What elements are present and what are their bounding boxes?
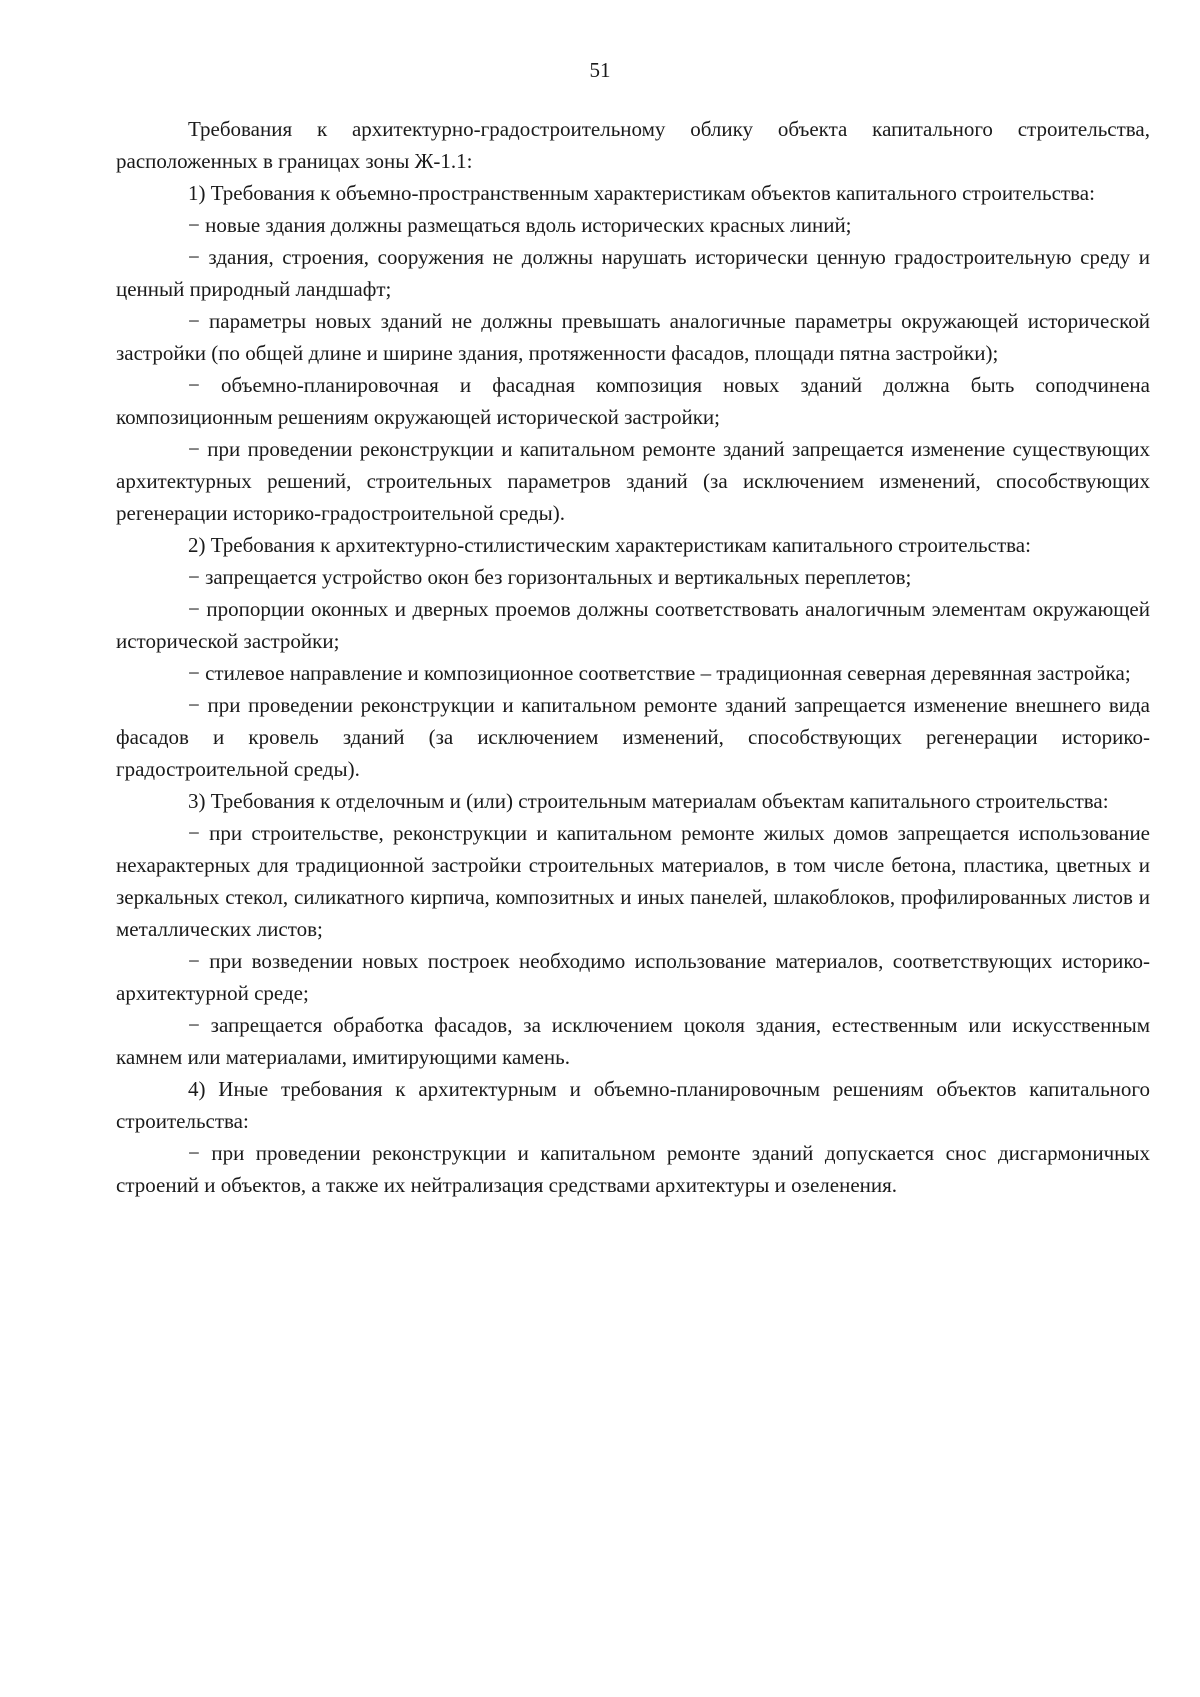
- list-item: − запрещается устройство окон без горизонтальных и вертикальных переплетов;: [188, 565, 912, 589]
- section-heading-3: 3) Требования к отделочным и (или) строительным материалам объектам капитального строительства:: [188, 789, 1109, 813]
- list-item: − параметры новых зданий не должны превышать аналогичные параметры окружающей исторической застройки (по общей длине и ширине здания, протяженности фасадов, площади пятна застройки);: [116, 309, 1150, 365]
- section-heading-1: 1) Требования к объемно-пространственным характеристикам объектов капитального строительства:: [188, 181, 1095, 205]
- list-item: − при проведении реконструкции и капитальном ремонте зданий запрещается изменение внешнего вида фасадов и кровель зданий (за исключением изменений, способствующих регенерации историко-градостроительной среды).: [116, 693, 1150, 781]
- list-item: − объемно-планировочная и фасадная композиция новых зданий должна быть соподчинена композиционным решениям окружающей исторической застройки;: [116, 373, 1150, 429]
- intro-paragraph: Требования к архитектурно-градостроительному облику объекта капитального строительства, расположенных в границах зоны Ж-1.1:: [116, 117, 1150, 173]
- document-body: [116, 113, 1150, 1201]
- list-item: − при строительстве, реконструкции и капитальном ремонте жилых домов запрещается использование нехарактерных для традиционной застройки строительных материалов, в том числе бетона, пластика, цветных и зеркальных стекол, силикатного кирпича, композитных и иных панелей, шлакоблоков, профилированных листов и металлических листов;: [116, 821, 1150, 941]
- list-item: − новые здания должны размещаться вдоль исторических красных линий;: [188, 213, 852, 237]
- list-item: − при возведении новых построек необходимо использование материалов, соответствующих историко-архитектурной среде;: [116, 949, 1150, 1005]
- list-item: − при проведении реконструкции и капитальном ремонте зданий запрещается изменение существующих архитектурных решений, строительных параметров зданий (за исключением изменений, способствующих регенерации историко-градостроительной среды).: [116, 437, 1150, 525]
- list-item: − пропорции оконных и дверных проемов должны соответствовать аналогичным элементам окружающей исторической застройки;: [116, 597, 1150, 653]
- list-item: − здания, строения, сооружения не должны нарушать исторически ценную градостроительную среду и ценный природный ландшафт;: [116, 245, 1150, 301]
- list-item: − при проведении реконструкции и капитальном ремонте зданий допускается снос дисгармоничных строений и объектов, а также их нейтрализация средствами архитектуры и озеленения.: [116, 1141, 1150, 1197]
- section-heading-4: 4) Иные требования к архитектурным и объемно-планировочным решениям объектов капитального строительства:: [116, 1077, 1150, 1133]
- list-item: − запрещается обработка фасадов, за исключением цоколя здания, естественным или искусственным камнем или материалами, имитирующими камень.: [116, 1013, 1150, 1069]
- list-item: − стилевое направление и композиционное соответствие – традиционная северная деревянная застройка;: [188, 661, 1131, 685]
- section-heading-2: 2) Требования к архитектурно-стилистическим характеристикам капитального строительства:: [188, 533, 1031, 557]
- page-number: 51: [589, 58, 611, 82]
